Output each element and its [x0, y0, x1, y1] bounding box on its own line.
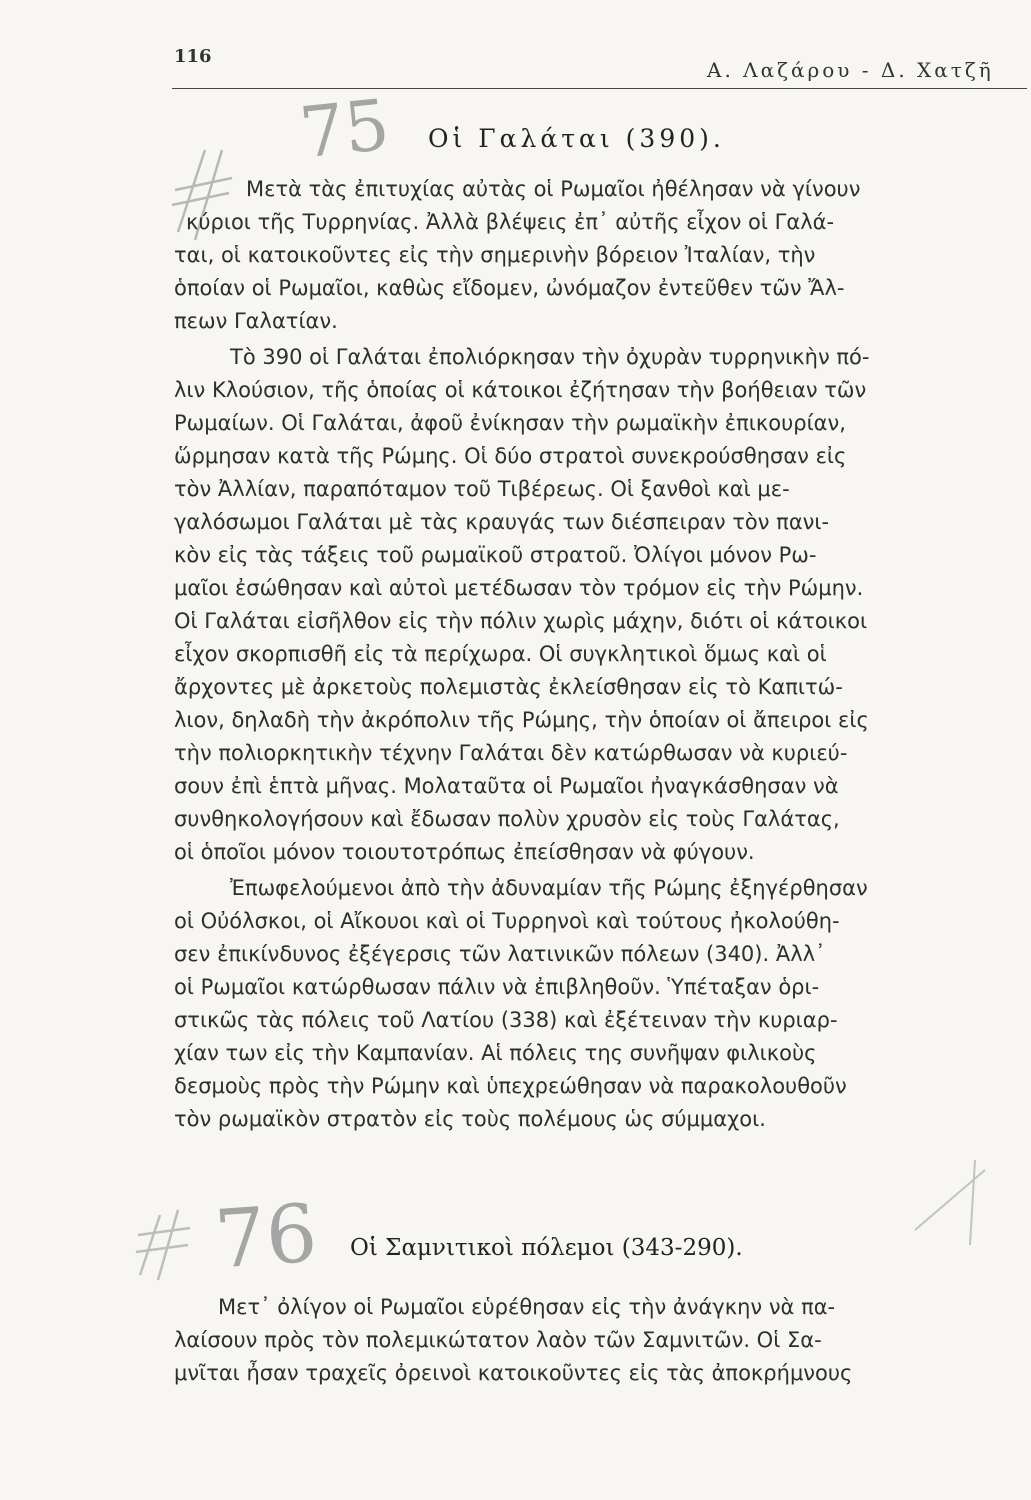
text-line: Τὸ 390 οἱ Γαλάται ἐπολιόρκησαν τὴν ὀχυρὰν τυρρηνικὴν πό-: [230, 345, 870, 369]
margin-mark-bottom: 76: [211, 1186, 320, 1287]
text-line: δεσμοὺς πρὸς τὴν Ρώμην καὶ ὑπεχρεώθησαν νὰ παρακολουθοῦν: [174, 1074, 847, 1098]
text-line: ται, οἱ κατοικοῦντες εἰς τὴν σημερινὴν βόρειον Ἰταλίαν, τὴν: [174, 243, 816, 267]
text-line: γαλόσωμοι Γαλάται μὲ τὰς κραυγάς των διέσπειραν τὸν πανι-: [174, 510, 830, 534]
text-line: Ρωμαίων. Οἱ Γαλάται, ἀφοῦ ἐνίκησαν τὴν ρωμαϊκὴν ἐπικουρίαν,: [174, 411, 846, 435]
header-rule: [172, 88, 1027, 89]
text-line: οἱ Οὐόλσκοι, οἱ Αἴκουοι καὶ οἱ Τυρρηνοὶ καὶ τούτους ἠκολούθη-: [174, 909, 840, 933]
text-line: ἄρχοντες μὲ ἀρκετοὺς πολεμιστὰς ἐκλείσθησαν εἰς τὸ Καπιτώ-: [174, 675, 843, 699]
text-line: τὴν πολιορκητικὴν τέχνην Γαλάται δὲν κατώρθωσαν νὰ κυριεύ-: [174, 741, 848, 765]
text-line: πεων Γαλατίαν.: [174, 309, 338, 333]
text-line: Ἐπωφελούμενοι ἀπὸ τὴν ἀδυναμίαν τῆς Ρώμης ἐξηγέρθησαν: [230, 876, 868, 900]
text-line: κύριοι τῆς Τυρρηνίας. Ἀλλὰ βλέψεις ἐπ᾽ αὐτῆς εἶχον οἱ Γαλά-: [186, 210, 835, 234]
text-line: συνθηκολογήσουν καὶ ἔδωσαν πολὺν χρυσὸν εἰς τοὺς Γαλάτας,: [174, 807, 840, 831]
margin-mark-top: 75: [295, 83, 394, 175]
text-line: μνῖται ἦσαν τραχεῖς ὀρεινοὶ κατοικοῦντες εἰς τὰς ἀποκρήμνους: [174, 1361, 853, 1385]
text-line: χίαν των εἰς τὴν Καμπανίαν. Αἱ πόλεις της συνῆψαν φιλικοὺς: [174, 1041, 817, 1065]
text-line: σεν ἐπικίνδυνος ἐξέγερσις τῶν λατινικῶν πόλεων (340). Ἀλλ᾽: [174, 942, 826, 966]
text-line: οἱ Ρωμαῖοι κατώρθωσαν πάλιν νὰ ἐπιβληθοῦν. Ὑπέταξαν ὁρι-: [174, 975, 820, 999]
text-line: σουν ἐπὶ ἑπτὰ μῆνας. Μολαταῦτα οἱ Ρωμαῖοι ἠναγκάσθησαν νὰ: [174, 774, 839, 798]
section-title-galatai: Οἱ Γαλάται (390).: [428, 124, 725, 153]
text-line: λιον, δηλαδὴ τὴν ἀκρόπολιν τῆς Ρώμης, τὴν ὁποίαν οἱ ἄπειροι εἰς: [174, 708, 869, 732]
text-line: λαίσουν πρὸς τὸν πολεμικώτατον λαὸν τῶν Σαμνιτῶν. Οἱ Σα-: [174, 1328, 822, 1352]
text-line: Οἱ Γαλάται εἰσῆλθον εἰς τὴν πόλιν χωρὶς μάχην, διότι οἱ κάτοικοι: [174, 609, 868, 633]
text-line: τὸν Ἀλλίαν, παραπόταμον τοῦ Τιβέρεως. Οἱ ξανθοὶ καὶ με-: [174, 477, 790, 501]
text-line: τὸν ρωμαϊκὸν στρατὸν εἰς τοὺς πολέμους ὡς σύμμαχοι.: [174, 1107, 766, 1131]
text-line: ὁποίαν οἱ Ρωμαῖοι, καθὼς εἴδομεν, ὠνόμαζον ἐντεῦθεν τῶν Ἄλ-: [174, 276, 845, 300]
text-line: λιν Κλούσιον, τῆς ὁποίας οἱ κάτοικοι ἐζήτησαν τὴν βοήθειαν τῶν: [174, 378, 867, 402]
text-line: μαῖοι ἐσώθησαν καὶ αὐτοὶ μετέδωσαν τὸν τρόμον εἰς τὴν Ρώμην.: [174, 576, 864, 600]
page-number: 116: [174, 46, 212, 67]
running-title: Α. Λαζάρου - Δ. Χατζῆ: [707, 58, 994, 82]
text-line: Μετ᾽ ὀλίγον οἱ Ρωμαῖοι εὑρέθησαν εἰς τὴν ἀνάγκην νὰ πα-: [218, 1295, 836, 1319]
text-line: ὥρμησαν κατὰ τῆς Ρώμης. Οἱ δύο στρατοὶ συνεκρούσθησαν εἰς: [174, 444, 847, 468]
text-line: κὸν εἰς τὰς τάξεις τοῦ ρωμαϊκοῦ στρατοῦ. Ὀλίγοι μόνον Ρω-: [174, 543, 817, 567]
section-title-samnite-wars: Οἱ Σαμνιτικοὶ πόλεμοι (343-290).: [350, 1235, 743, 1261]
text-line: Μετὰ τὰς ἐπιτυχίας αὐτὰς οἱ Ρωμαῖοι ἠθέλησαν νὰ γίνουν: [246, 177, 861, 201]
text-line: εἶχον σκορπισθῆ εἰς τὰ περίχωρα. Οἱ συγκλητικοὶ ὅμως καὶ οἱ: [174, 642, 827, 666]
text-line: οἱ ὁποῖοι μόνον τοιουτοτρόπως ἐπείσθησαν νὰ φύγουν.: [174, 840, 755, 864]
text-line: στικῶς τὰς πόλεις τοῦ Λατίου (338) καὶ ἐξέτειναν τὴν κυριαρ-: [174, 1008, 838, 1032]
